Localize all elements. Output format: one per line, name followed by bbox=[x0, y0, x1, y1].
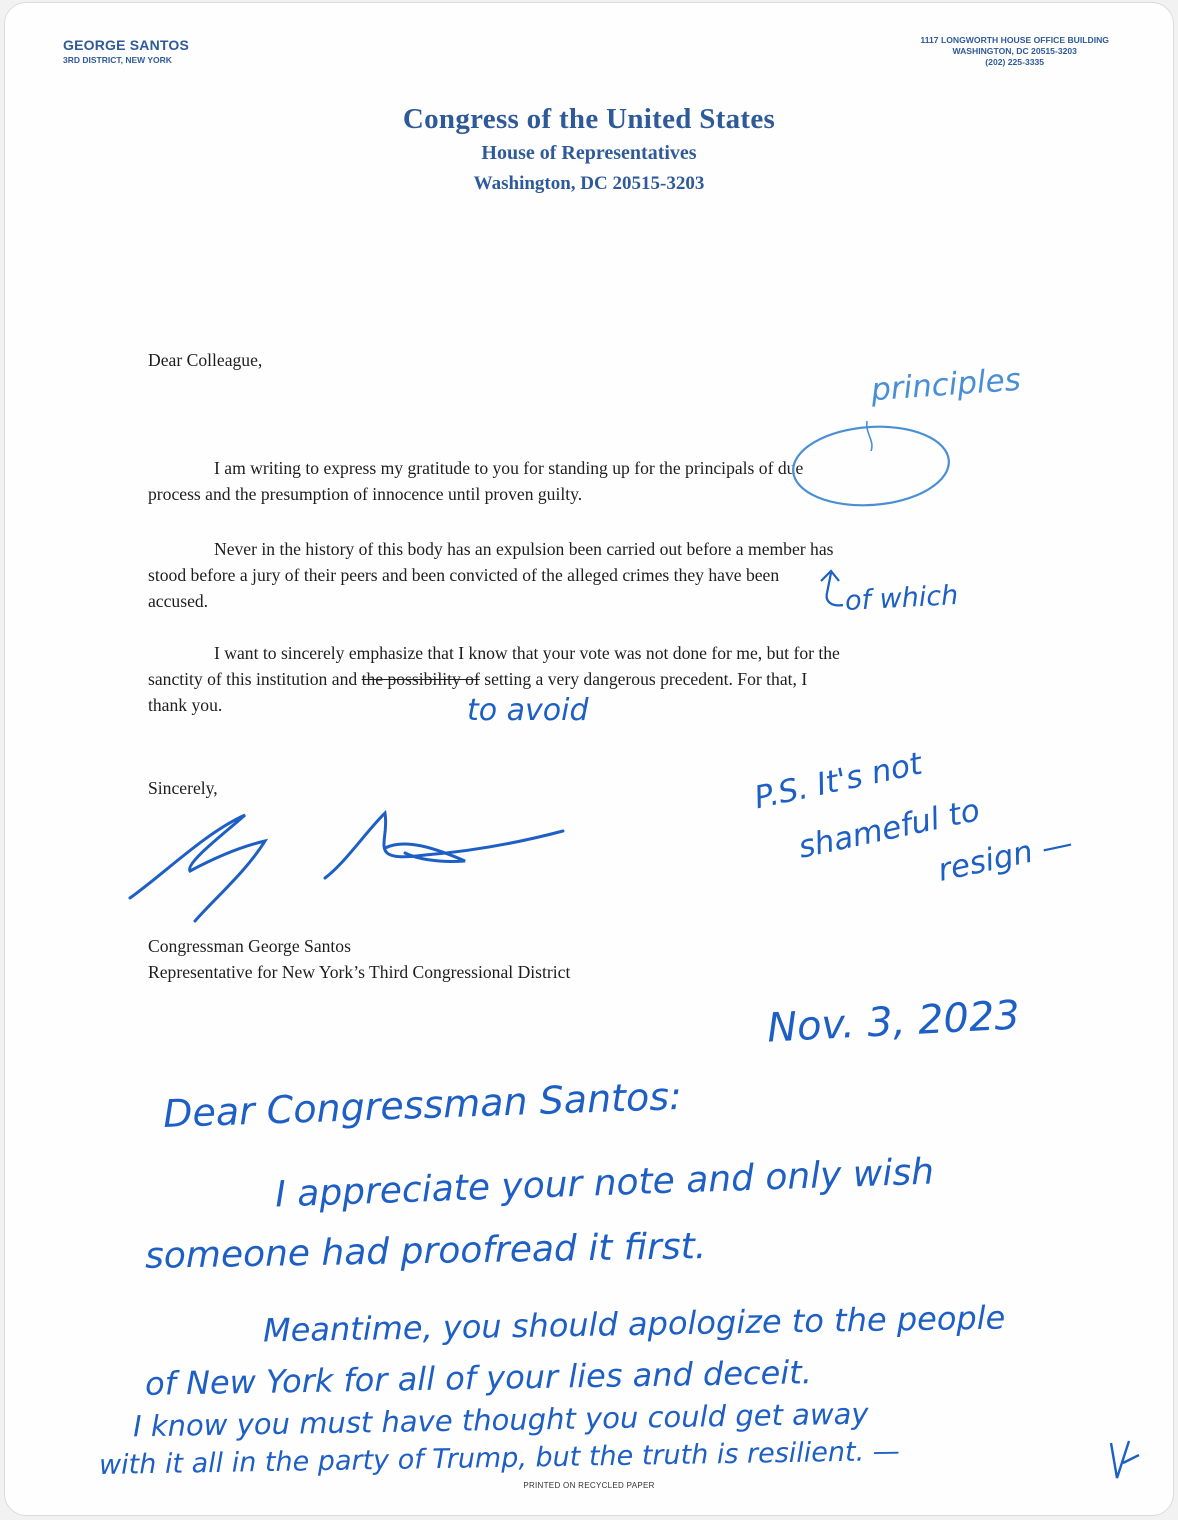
address-line-3: (202) 225-3335 bbox=[985, 57, 1045, 67]
printed-notice: PRINTED ON RECYCLED PAPER bbox=[523, 1481, 655, 1490]
reply-line-3: someone had proofread it first. bbox=[144, 1226, 707, 1277]
p2-line-a: Never in the history of this body has an expulsion been carried out before a member has bbox=[214, 539, 834, 559]
reply-line-5: of New York for all of your lies and deceit. bbox=[144, 1353, 813, 1403]
closing: Sincerely, bbox=[148, 778, 218, 798]
ps-line-2: shameful to bbox=[795, 792, 983, 866]
reply-initials bbox=[1111, 1441, 1139, 1478]
annotation-principles: principles bbox=[869, 361, 1022, 409]
p1-line-a: I am writing to express my gratitude to you for standing up for the principals of due bbox=[214, 458, 804, 478]
p3-line-b-post: setting a very dangerous precedent. For that, I bbox=[479, 669, 808, 689]
insert-arrow-hook bbox=[827, 593, 843, 605]
letterhead-congress: Congress of the United States bbox=[402, 103, 776, 135]
circle-mark bbox=[790, 422, 951, 511]
struck-text: the possibility of bbox=[361, 669, 480, 689]
letterhead-city: Washington, DC 20515-3203 bbox=[473, 173, 705, 194]
letterhead-district: 3RD DISTRICT, NEW YORK bbox=[63, 55, 172, 65]
reply-line-2: I appreciate your note and only wish bbox=[274, 1151, 935, 1216]
insert-arrow bbox=[821, 571, 839, 593]
letter-page bbox=[4, 2, 1174, 1516]
salutation: Dear Colleague, bbox=[148, 350, 263, 370]
ps-line-1: P.S. It's not bbox=[751, 745, 926, 817]
address-line-2: WASHINGTON, DC 20515-3203 bbox=[952, 46, 1077, 56]
signer-title: Representative for New York’s Third Congressional District bbox=[148, 962, 571, 982]
circle-tail bbox=[867, 421, 872, 451]
reply-line-4: Meantime, you should apologize to the people bbox=[262, 1298, 1006, 1350]
ink-markings bbox=[5, 3, 1173, 1515]
ps-line-3: resign — bbox=[934, 825, 1077, 889]
p2-line-c: accused. bbox=[148, 591, 209, 611]
reply-line-7: with it all in the party of Trump, but the truth is resilient. — bbox=[98, 1436, 901, 1481]
annotation-to-avoid: to avoid bbox=[467, 693, 589, 728]
annotation-of-which: of which bbox=[844, 580, 959, 617]
letterhead-house: House of Representatives bbox=[481, 142, 697, 164]
signer-name: Congressman George Santos bbox=[148, 936, 351, 956]
p3-line-b-pre: sanctity of this institution and bbox=[148, 669, 362, 689]
p1-line-b: process and the presumption of innocence until proven guilty. bbox=[148, 484, 583, 504]
signature bbox=[130, 813, 563, 921]
p3-line-a: I want to sincerely emphasize that I know that your vote was not done for me, but for the bbox=[214, 643, 840, 663]
reply-line-6: I know you must have thought you could get away bbox=[132, 1396, 869, 1444]
p3-line-c: thank you. bbox=[148, 695, 223, 715]
reply-line-1: Dear Congressman Santos: bbox=[162, 1073, 683, 1137]
p2-line-b: stood before a jury of their peers and been convicted of the alleged crimes they have been bbox=[148, 565, 780, 585]
address-line-1: 1117 LONGWORTH HOUSE OFFICE BUILDING bbox=[920, 35, 1109, 45]
letterhead-name: GEORGE SANTOS bbox=[63, 37, 190, 53]
annotation-date: Nov. 3, 2023 bbox=[765, 992, 1021, 1052]
